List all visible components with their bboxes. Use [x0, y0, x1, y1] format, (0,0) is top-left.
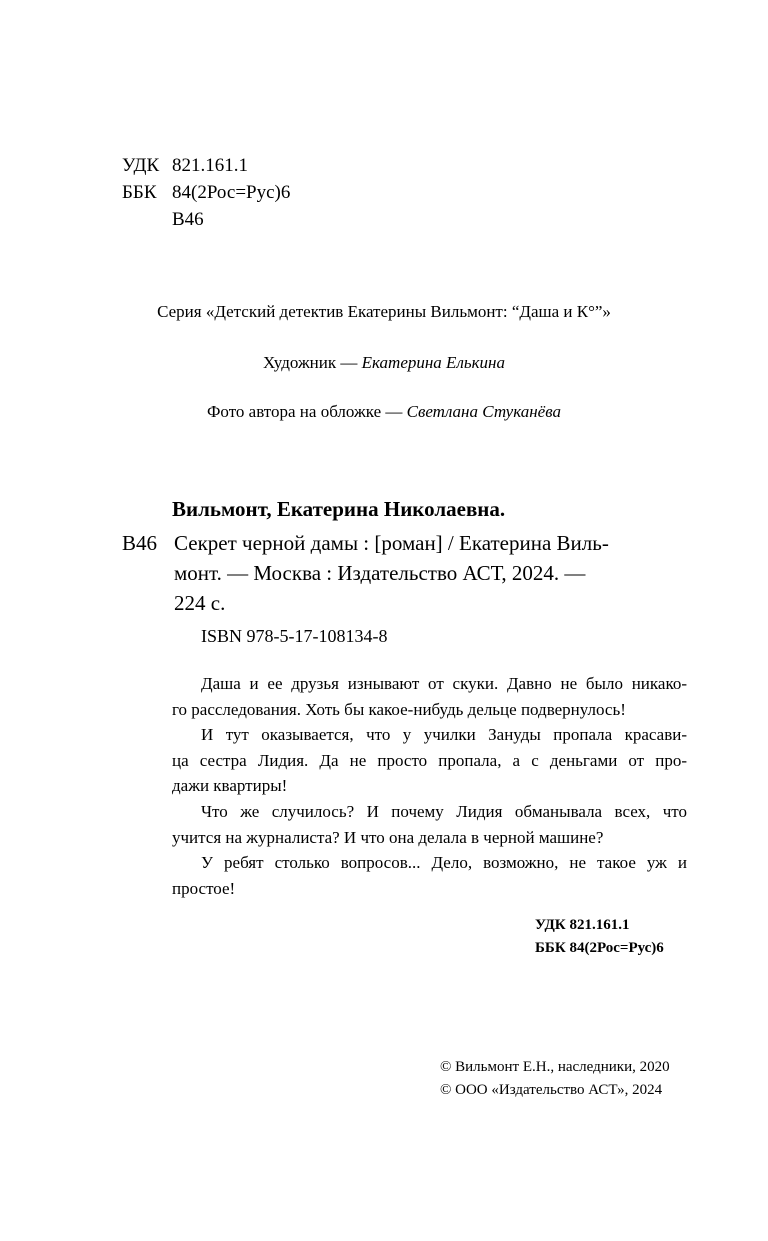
author-heading: Вильмонт, Екатерина Николаевна.	[172, 497, 506, 521]
bbk-label: ББК	[122, 182, 157, 203]
author-mark-line	[122, 206, 290, 233]
bbk-bottom: ББК 84(2Рос=Рус)6	[535, 940, 664, 956]
illustrator-line	[0, 353, 768, 373]
annotation-line: Что же случилось? И почему Лидия обманывала всех, что	[201, 801, 687, 821]
annotation-paragraph	[172, 850, 687, 901]
classification-block	[122, 152, 290, 233]
copyright-line: © Вильмонт Е.Н., наследники, 2020	[440, 1059, 670, 1075]
isbn: ISBN 978-5-17-108134-8	[201, 626, 388, 646]
copyright-block	[440, 1056, 670, 1102]
annotation-line: го расследования. Хоть бы какое-нибудь дельце подвернулось!	[172, 699, 626, 719]
annotation-paragraph	[172, 722, 687, 799]
illustrator-name: Екатерина Елькина	[361, 353, 505, 372]
udk-label: УДК	[122, 155, 160, 176]
biblio-line: Секрет черной дамы : [роман] / Екатерина Виль-	[174, 531, 609, 555]
annotation-line: И тут оказывается, что у училки Зануды пропала красави-	[201, 725, 687, 745]
classification-bottom	[535, 914, 664, 960]
author-mark: В46	[172, 209, 204, 230]
copyright-line: © ООО «Издательство АСТ», 2024	[440, 1082, 663, 1098]
series-line: Серия «Детский детектив Екатерины Вильмонт: “Даша и К°”»	[157, 302, 611, 321]
annotation-line: У ребят столько вопросов... Дело, возможно, не такое уж и	[201, 853, 687, 873]
illustrator-label: Художник —	[263, 353, 362, 372]
cover-photo-label: Фото автора на обложке —	[207, 402, 407, 421]
biblio-author-mark: В46	[122, 531, 158, 555]
cover-photo-name: Светлана Стуканёва	[406, 402, 561, 421]
annotation-line: Даша и ее друзья изнывают от скуки. Давно не было никако-	[201, 674, 687, 693]
biblio-line: 224 с.	[174, 591, 226, 615]
bbk-value: 84(2Рос=Рус)6	[172, 182, 291, 203]
udk-bottom: УДК 821.161.1	[535, 917, 630, 933]
annotation-line: простое!	[172, 878, 236, 898]
udk-value: 821.161.1	[172, 155, 248, 176]
annotation	[172, 671, 687, 901]
annotation-paragraph	[172, 671, 687, 722]
biblio-line: монт. — Москва : Издательство АСТ, 2024. —	[174, 561, 586, 585]
annotation-paragraph	[172, 799, 687, 850]
annotation-line: дажи квартиры!	[172, 776, 288, 796]
cover-photo-line	[0, 402, 768, 422]
annotation-line: ца сестра Лидия. Да не просто пропала, а с деньгами от про-	[172, 750, 687, 770]
annotation-line: учится на журналиста? И что она делала в черной машине?	[172, 827, 604, 847]
bbk-line	[122, 179, 290, 206]
udk-line	[122, 152, 290, 179]
